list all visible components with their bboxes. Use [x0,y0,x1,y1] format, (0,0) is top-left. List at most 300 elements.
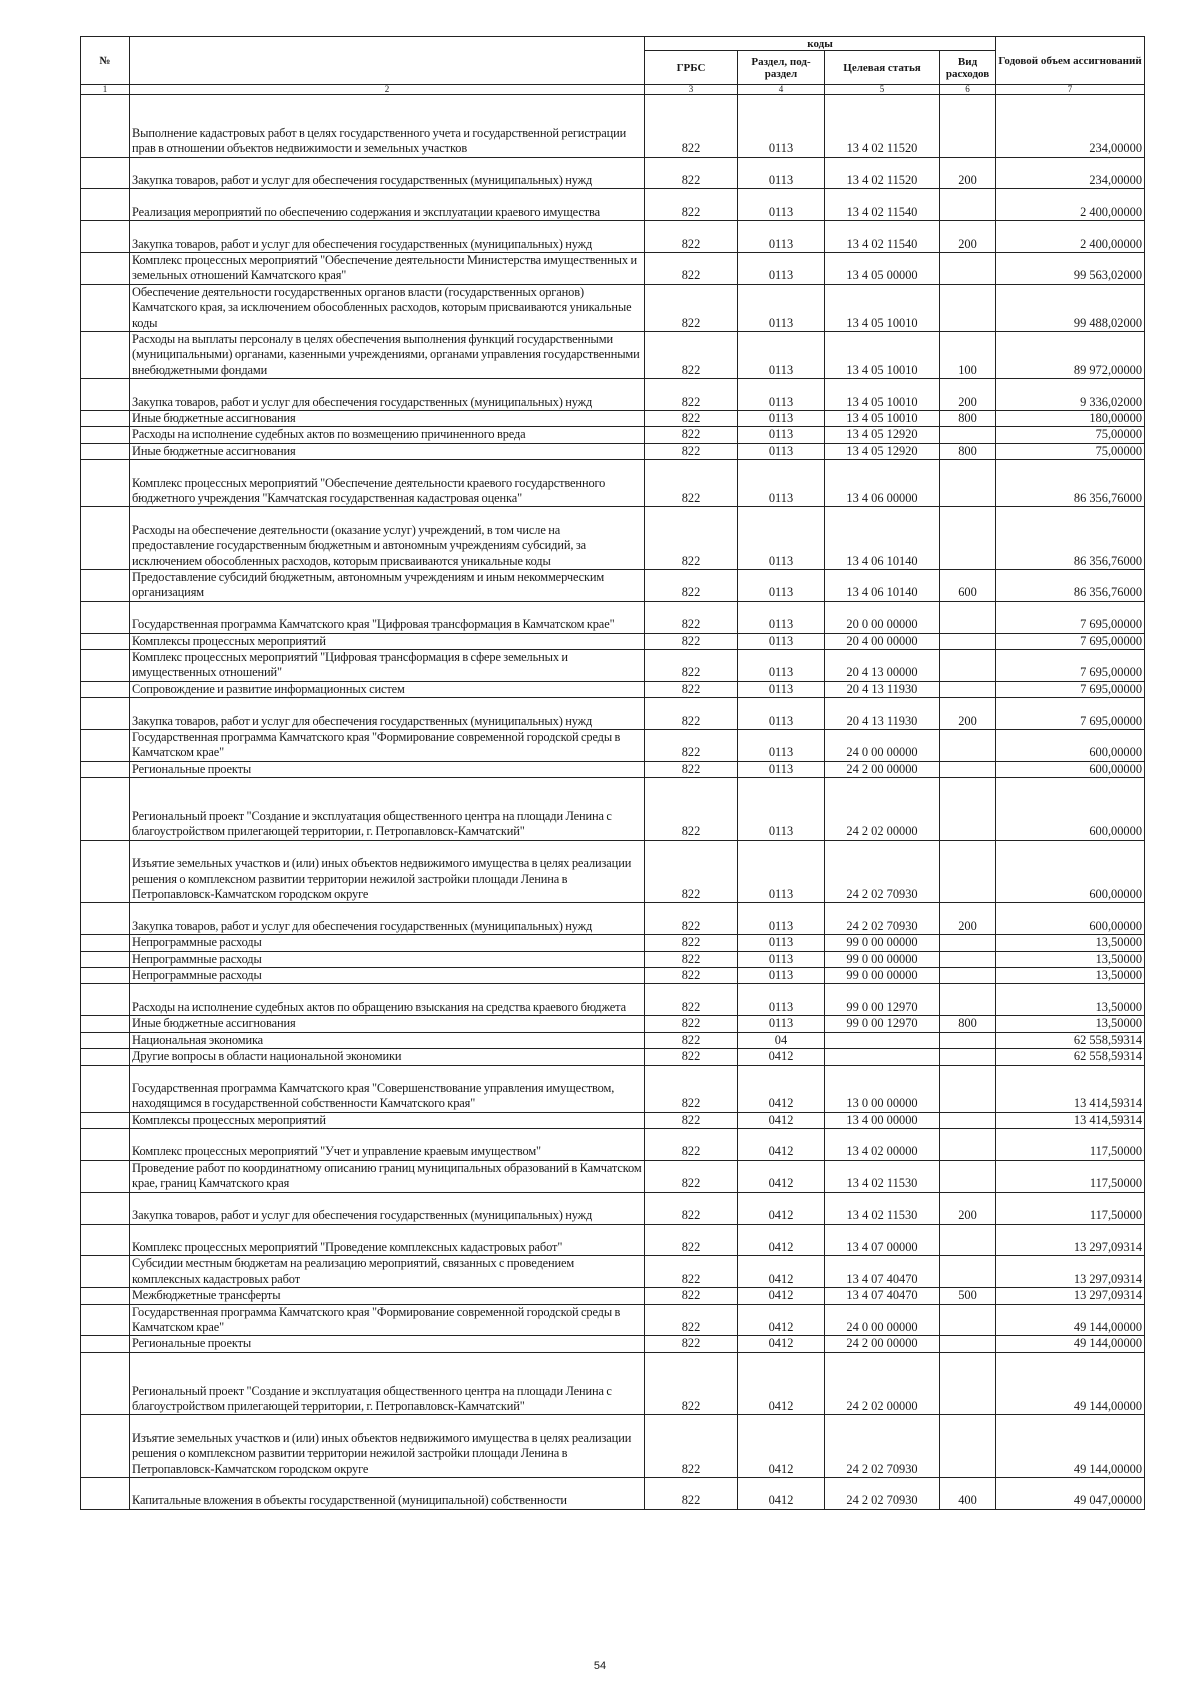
row-number-cell [81,730,130,762]
page-number: 54 [593,1660,607,1672]
row-target-article: 13 4 02 11520 [825,95,940,158]
row-amount: 117,50000 [996,1192,1145,1224]
header-section: Раздел, под-раздел [738,51,825,85]
row-grbs: 822 [645,1288,738,1304]
row-grbs: 822 [645,284,738,331]
row-name: Расходы на исполнение судебных актов по обращению взыскания на средства краевого бюджета [130,984,645,1016]
row-section: 0113 [738,633,825,649]
table-row [81,1065,1145,1112]
row-expense-type [940,95,996,158]
table-row [81,1192,1145,1224]
row-expense-type [940,189,996,221]
row-number-cell [81,427,130,443]
row-amount: 49 144,00000 [996,1415,1145,1478]
column-numbers-row [81,85,1145,95]
row-number-cell [81,379,130,411]
row-number-cell [81,1192,130,1224]
row-amount: 7 695,00000 [996,601,1145,633]
row-expense-type [940,1256,996,1288]
row-section: 0412 [738,1224,825,1256]
row-target-article: 99 0 00 00000 [825,951,940,967]
row-expense-type [940,1049,996,1065]
row-name: Комплекс процессных мероприятий "Обеспечение деятельности краевого государственного бюджетного учреждения "Камчатская государственная кадастровая оценка" [130,460,645,507]
row-grbs: 822 [645,1336,738,1352]
table-row [81,968,1145,984]
row-section: 0412 [738,1304,825,1336]
row-grbs: 822 [645,1477,738,1509]
row-expense-type: 400 [940,1477,996,1509]
row-number-cell [81,411,130,427]
row-amount: 117,50000 [996,1129,1145,1161]
row-amount: 234,00000 [996,95,1145,158]
row-section: 0113 [738,761,825,777]
table-row [81,1032,1145,1048]
row-number-cell [81,761,130,777]
row-section: 0113 [738,221,825,253]
row-number-cell [81,698,130,730]
row-section: 04 [738,1032,825,1048]
row-section: 0113 [738,951,825,967]
row-expense-type: 800 [940,411,996,427]
row-target-article: 24 2 02 00000 [825,778,940,841]
column-number: 3 [645,85,738,95]
row-grbs: 822 [645,681,738,697]
row-number-cell [81,332,130,379]
row-grbs: 822 [645,252,738,284]
table-row [81,1288,1145,1304]
row-target-article: 24 2 00 00000 [825,1336,940,1352]
row-number-cell [81,1032,130,1048]
row-target-article: 24 2 02 70930 [825,1415,940,1478]
row-amount: 600,00000 [996,903,1145,935]
header-target: Целевая статья [825,51,940,85]
row-amount: 62 558,59314 [996,1049,1145,1065]
table-row [81,698,1145,730]
row-grbs: 822 [645,95,738,158]
row-number-cell [81,650,130,682]
row-target-article: 24 2 02 70930 [825,903,940,935]
column-number: 1 [81,85,130,95]
row-target-article: 13 4 07 40470 [825,1288,940,1304]
row-target-article: 24 2 00 00000 [825,761,940,777]
row-grbs: 822 [645,1129,738,1161]
row-amount: 13 414,59314 [996,1065,1145,1112]
row-section: 0113 [738,730,825,762]
row-expense-type [940,507,996,570]
row-target-article: 13 4 02 11520 [825,157,940,189]
row-grbs: 822 [645,650,738,682]
table-row [81,570,1145,602]
row-amount: 117,50000 [996,1160,1145,1192]
row-amount: 99 563,02000 [996,252,1145,284]
row-section: 0113 [738,189,825,221]
header-codes: коды [645,37,996,51]
row-amount: 234,00000 [996,157,1145,189]
row-grbs: 822 [645,968,738,984]
row-name: Иные бюджетные ассигнования [130,411,645,427]
row-amount: 49 144,00000 [996,1336,1145,1352]
row-name: Расходы на обеспечение деятельности (оказание услуг) учреждений, в том числе на предоставление государственным бюджетным и автономным учреждениям субсидий, за исключением обособленных расходов, которым присваиваются уникальные коды [130,507,645,570]
table-row [81,284,1145,331]
row-expense-type [940,1032,996,1048]
row-grbs: 822 [645,1256,738,1288]
row-name: Предоставление субсидий бюджетным, автономным учреждениям и иным некоммерческим организациям [130,570,645,602]
table-row [81,1336,1145,1352]
row-section: 0113 [738,507,825,570]
row-section: 0412 [738,1256,825,1288]
table-row [81,650,1145,682]
row-name: Субсидии местным бюджетам на реализацию мероприятий, связанных с проведением комплексных кадастровых работ [130,1256,645,1288]
row-grbs: 822 [645,1065,738,1112]
row-grbs: 822 [645,761,738,777]
row-grbs: 822 [645,1415,738,1478]
row-amount: 62 558,59314 [996,1032,1145,1048]
row-expense-type: 200 [940,379,996,411]
row-expense-type [940,284,996,331]
row-expense-type: 200 [940,698,996,730]
row-section: 0113 [738,698,825,730]
row-target-article: 24 2 02 70930 [825,840,940,903]
row-grbs: 822 [645,332,738,379]
row-target-article: 13 4 06 10140 [825,570,940,602]
row-name: Комплекс процессных мероприятий "Цифровая трансформация в сфере земельных и имущественных отношений" [130,650,645,682]
row-section: 0113 [738,460,825,507]
column-number: 7 [996,85,1145,95]
row-expense-type [940,951,996,967]
row-target-article: 13 4 05 10010 [825,411,940,427]
row-section: 0113 [738,968,825,984]
row-amount: 7 695,00000 [996,650,1145,682]
row-number-cell [81,1304,130,1336]
row-number-cell [81,1336,130,1352]
row-name: Закупка товаров, работ и услуг для обеспечения государственных (муниципальных) нужд [130,1192,645,1224]
table-row [81,157,1145,189]
table-row [81,935,1145,951]
row-amount: 13,50000 [996,935,1145,951]
row-amount: 99 488,02000 [996,284,1145,331]
row-grbs: 822 [645,1032,738,1048]
table-row [81,1112,1145,1128]
header-name-blank [130,37,645,85]
row-section: 0113 [738,601,825,633]
table-row [81,1160,1145,1192]
row-expense-type [940,460,996,507]
row-expense-type [940,650,996,682]
table-row [81,1415,1145,1478]
row-section: 0113 [738,427,825,443]
row-name: Комплекс процессных мероприятий "Учет и управление краевым имуществом" [130,1129,645,1161]
row-expense-type [940,761,996,777]
row-number-cell [81,95,130,158]
table-row [81,460,1145,507]
row-grbs: 822 [645,951,738,967]
row-section: 0113 [738,443,825,459]
row-name: Закупка товаров, работ и услуг для обеспечения государственных (муниципальных) нужд [130,379,645,411]
row-amount: 75,00000 [996,427,1145,443]
row-number-cell [81,1256,130,1288]
row-number-cell [81,570,130,602]
table-row [81,840,1145,903]
row-expense-type [940,1224,996,1256]
row-name: Другие вопросы в области национальной экономики [130,1049,645,1065]
row-section: 0113 [738,840,825,903]
row-name: Расходы на исполнение судебных актов по возмещению причиненного вреда [130,427,645,443]
row-grbs: 822 [645,189,738,221]
row-section: 0113 [738,778,825,841]
table-header [81,37,1145,95]
row-expense-type [940,1415,996,1478]
row-amount: 49 144,00000 [996,1304,1145,1336]
row-amount: 13 297,09314 [996,1224,1145,1256]
row-name: Комплексы процессных мероприятий [130,1112,645,1128]
row-number-cell [81,460,130,507]
row-name: Иные бюджетные ассигнования [130,1016,645,1032]
row-grbs: 822 [645,221,738,253]
row-grbs: 822 [645,601,738,633]
row-amount: 7 695,00000 [996,698,1145,730]
row-target-article: 13 4 05 10010 [825,284,940,331]
row-target-article: 13 4 05 12920 [825,427,940,443]
row-target-article: 13 4 05 12920 [825,443,940,459]
row-section: 0113 [738,903,825,935]
table-row [81,1477,1145,1509]
row-grbs: 822 [645,460,738,507]
row-amount: 13,50000 [996,951,1145,967]
row-expense-type: 200 [940,221,996,253]
row-expense-type [940,633,996,649]
table-row [81,1352,1145,1415]
row-name: Непрограммные расходы [130,968,645,984]
row-number-cell [81,189,130,221]
row-expense-type: 500 [940,1288,996,1304]
row-section: 0412 [738,1160,825,1192]
table-row [81,379,1145,411]
row-number-cell [81,157,130,189]
row-target-article: 20 0 00 00000 [825,601,940,633]
table-row [81,951,1145,967]
row-expense-type: 200 [940,1192,996,1224]
table-row [81,332,1145,379]
row-number-cell [81,221,130,253]
row-amount: 13,50000 [996,968,1145,984]
row-target-article: 13 4 05 00000 [825,252,940,284]
row-expense-type [940,984,996,1016]
row-number-cell [81,1049,130,1065]
row-amount: 89 972,00000 [996,332,1145,379]
row-expense-type [940,1160,996,1192]
row-target-article [825,1032,940,1048]
row-amount: 180,00000 [996,411,1145,427]
row-target-article: 13 4 02 11530 [825,1192,940,1224]
row-section: 0412 [738,1049,825,1065]
row-section: 0412 [738,1415,825,1478]
row-amount: 13 414,59314 [996,1112,1145,1128]
row-grbs: 822 [645,1160,738,1192]
row-section: 0412 [738,1112,825,1128]
row-name: Государственная программа Камчатского края "Формирование современной городской среды в Камчатском крае" [130,1304,645,1336]
row-number-cell [81,1160,130,1192]
table-row [81,95,1145,158]
row-name: Национальная экономика [130,1032,645,1048]
row-amount: 86 356,76000 [996,507,1145,570]
row-name: Региональный проект "Создание и эксплуатация общественного центра на площади Ленина с благоустройством прилегающей территории, г. Петропавловск-Камчатский" [130,778,645,841]
row-name: Закупка товаров, работ и услуг для обеспечения государственных (муниципальных) нужд [130,698,645,730]
row-amount: 13,50000 [996,984,1145,1016]
table-row [81,903,1145,935]
row-number-cell [81,1016,130,1032]
row-target-article: 24 2 02 70930 [825,1477,940,1509]
row-target-article: 24 0 00 00000 [825,1304,940,1336]
row-amount: 13 297,09314 [996,1288,1145,1304]
table-row [81,443,1145,459]
row-amount: 600,00000 [996,730,1145,762]
table-row [81,778,1145,841]
row-section: 0412 [738,1192,825,1224]
row-section: 0412 [738,1352,825,1415]
row-section: 0113 [738,252,825,284]
row-target-article: 20 4 00 00000 [825,633,940,649]
column-number: 2 [130,85,645,95]
row-section: 0113 [738,95,825,158]
row-name: Комплексы процессных мероприятий [130,633,645,649]
row-name: Государственная программа Камчатского края "Цифровая трансформация в Камчатском крае" [130,601,645,633]
row-target-article: 13 4 02 00000 [825,1129,940,1161]
row-grbs: 822 [645,411,738,427]
row-grbs: 822 [645,427,738,443]
row-section: 0412 [738,1477,825,1509]
row-section: 0113 [738,157,825,189]
row-number-cell [81,507,130,570]
row-number-cell [81,1224,130,1256]
row-grbs: 822 [645,1192,738,1224]
row-section: 0113 [738,332,825,379]
row-expense-type [940,778,996,841]
row-grbs: 822 [645,443,738,459]
table-row [81,411,1145,427]
row-expense-type: 200 [940,157,996,189]
row-section: 0113 [738,935,825,951]
row-name: Закупка товаров, работ и услуг для обеспечения государственных (муниципальных) нужд [130,157,645,189]
row-grbs: 822 [645,633,738,649]
row-target-article: 13 0 00 00000 [825,1065,940,1112]
header-amount: Годовой объем ассигнований [996,37,1145,85]
row-amount: 49 047,00000 [996,1477,1145,1509]
row-grbs: 822 [645,570,738,602]
budget-table [80,36,1145,1510]
row-target-article: 13 4 00 00000 [825,1112,940,1128]
row-grbs: 822 [645,157,738,189]
row-expense-type [940,1304,996,1336]
row-expense-type [940,427,996,443]
table-row [81,633,1145,649]
row-section: 0113 [738,411,825,427]
row-number-cell [81,681,130,697]
row-number-cell [81,1415,130,1478]
column-number: 5 [825,85,940,95]
row-grbs: 822 [645,507,738,570]
row-grbs: 822 [645,379,738,411]
row-number-cell [81,903,130,935]
row-amount: 7 695,00000 [996,681,1145,697]
row-number-cell [81,601,130,633]
row-grbs: 822 [645,1049,738,1065]
row-number-cell [81,1065,130,1112]
row-grbs: 822 [645,1304,738,1336]
row-name: Региональные проекты [130,1336,645,1352]
table-row [81,1304,1145,1336]
row-expense-type [940,601,996,633]
row-amount: 9 336,02000 [996,379,1145,411]
row-amount: 13,50000 [996,1016,1145,1032]
row-number-cell [81,1288,130,1304]
row-name: Капитальные вложения в объекты государственной (муниципальной) собственности [130,1477,645,1509]
row-number-cell [81,1352,130,1415]
row-target-article: 24 0 00 00000 [825,730,940,762]
table-row [81,730,1145,762]
row-expense-type [940,968,996,984]
row-amount: 600,00000 [996,840,1145,903]
row-target-article: 13 4 05 10010 [825,332,940,379]
row-amount: 7 695,00000 [996,633,1145,649]
table-row [81,427,1145,443]
row-grbs: 822 [645,730,738,762]
row-grbs: 822 [645,840,738,903]
row-name: Проведение работ по координатному описанию границ муниципальных образований в Камчатском крае, границ Камчатского края [130,1160,645,1192]
row-grbs: 822 [645,698,738,730]
row-name: Государственная программа Камчатского края "Совершенствование управления имуществом, находящимся в государственной собственности Камчатского края" [130,1065,645,1112]
row-amount: 2 400,00000 [996,189,1145,221]
row-name: Расходы на выплаты персоналу в целях обеспечения выполнения функций государственными (муниципальными) органами, казенными учреждениями, органами управления государственными внебюджетными фондами [130,332,645,379]
row-expense-type: 800 [940,1016,996,1032]
table-row [81,507,1145,570]
row-section: 0113 [738,284,825,331]
row-grbs: 822 [645,1112,738,1128]
row-name: Обеспечение деятельности государственных органов власти (государственных органов) Камчатского края, за исключением обособленных расходов, которым присваиваются уникальные коды [130,284,645,331]
row-number-cell [81,1112,130,1128]
row-grbs: 822 [645,1352,738,1415]
row-name: Изъятие земельных участков и (или) иных объектов недвижимого имущества в целях реализации решения о комплексном развитии территории нежилой застройки площади Ленина в Петропавловск-Камчатском городском округе [130,840,645,903]
row-number-cell [81,935,130,951]
row-section: 0113 [738,379,825,411]
table-body [81,95,1145,1510]
table-row [81,761,1145,777]
row-expense-type: 200 [940,903,996,935]
row-expense-type [940,1065,996,1112]
row-section: 0113 [738,570,825,602]
table-row [81,1049,1145,1065]
header-grbs: ГРБС [645,51,738,85]
row-expense-type [940,1129,996,1161]
row-target-article [825,1049,940,1065]
table-row [81,681,1145,697]
row-section: 0412 [738,1288,825,1304]
column-number: 6 [940,85,996,95]
row-section: 0113 [738,681,825,697]
table-row [81,1016,1145,1032]
row-name: Изъятие земельных участков и (или) иных объектов недвижимого имущества в целях реализации решения о комплексном развитии территории нежилой застройки площади Ленина в Петропавловск-Камчатском городском округе [130,1415,645,1478]
row-grbs: 822 [645,903,738,935]
row-name: Непрограммные расходы [130,951,645,967]
row-name: Межбюджетные трансферты [130,1288,645,1304]
row-amount: 75,00000 [996,443,1145,459]
header-number: № [81,37,130,85]
row-target-article: 13 4 02 11530 [825,1160,940,1192]
row-number-cell [81,968,130,984]
table-row [81,221,1145,253]
row-target-article: 20 4 13 11930 [825,698,940,730]
row-amount: 2 400,00000 [996,221,1145,253]
row-expense-type [940,1112,996,1128]
